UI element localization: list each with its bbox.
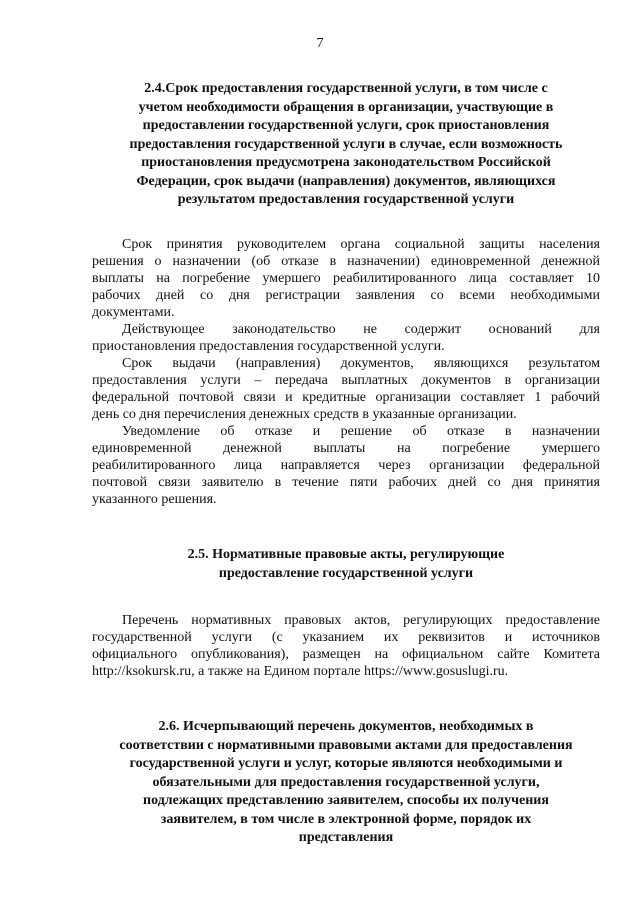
heading-line: учетом необходимости обращения в организации, участвующие в [138,99,554,115]
heading-line: предоставления государственной услуги в случае, если возможность [129,136,563,152]
section-2-4-paragraph [92,355,600,423]
paragraph-line: указанного решения. [92,492,217,507]
paragraph-line: Срок принятия руководителем органа социальной защиты населения [122,237,600,252]
paragraph-line: решения о назначении (об отказе в назначении) единовременной денежной [92,254,600,269]
paragraph-line: рабочих дней со дня регистрации заявления со всеми необходимыми [92,288,600,303]
paragraph-line: http://ksokursk.ru, а также на Едином портале https://www.gosuslugi.ru. [92,664,509,679]
heading-line: предоставлении государственной услуги, срок приостановления [142,118,550,133]
heading-line: 2.4.Срок предоставления государственной услуги, в том числе с [144,81,548,96]
paragraph-line: выплаты на погребение умершего реабилитированного лица составляет 10 [92,271,600,286]
paragraph-line: государственной услуги (с указанием их реквизитов и источников [92,630,600,645]
paragraph-line: единовременной денежной выплаты на погребение умершего [92,441,600,456]
section-2-4-heading [92,80,600,210]
heading-line: заявителем, в том числе в электронной форме, порядок их [160,811,532,827]
heading-line: результатом предоставления государственной услуги [177,192,515,207]
paragraph-line: реабилитированного лица направляется через организации федеральной [92,458,600,473]
paragraph-line: федеральной почтовой связи и кредитные организации составляет 1 рабочий [92,390,600,405]
paragraph-line: приостановления предоставления государственной услуги. [92,339,445,354]
heading-line: 2.5. Нормативные правовые акты, регулирующие [187,547,505,562]
heading-line: соответствии с нормативными правовыми актами для предоставления [119,737,573,753]
paragraph-line: Перечень нормативных правовых актов, регулирующих предоставление [122,613,600,628]
section-2-4-paragraph [92,423,600,508]
section-2-4-paragraph [92,236,600,321]
section-2-5-paragraph [92,612,600,680]
heading-line: 2.6. Исчерпывающий перечень документов, необходимых в [158,719,534,734]
page-number: 7 [316,36,324,51]
heading-line: обязательными для предоставления государственной услуги, [152,774,540,790]
heading-line: приостановления предусмотрена законодательством Российской [141,155,551,170]
paragraph-line: почтовой связи заявителю в течение пяти рабочих дней со дня принятия [92,475,600,490]
paragraph-line: Уведомление об отказе и решение об отказе в назначении [122,424,600,439]
paragraph-line: Действующее законодательство не содержит оснований для [122,322,600,337]
section-2-5-heading [92,546,600,583]
heading-line: представления [298,830,394,845]
paragraph-line: документами. [92,305,175,320]
paragraph-line: Срок выдачи (направления) документов, являющихся результатом [122,356,600,371]
heading-line: государственной услуги и услуг, которые являются необходимыми и [129,756,563,771]
heading-line: предоставление государственной услуги [218,565,474,581]
paragraph-line: официального опубликования), размещен на официальном сайте Комитета [92,647,600,662]
heading-line: подлежащих представлению заявителем, способы их получения [143,793,549,808]
paragraph-line: предоставления услуги – передача выплатных документов в организации [92,373,600,388]
heading-line: Федерации, срок выдачи (направления) документов, являющихся [136,173,556,189]
paragraph-line: день со дня перечисления денежных средств в указанные организации. [92,407,517,422]
section-2-4-paragraph [92,321,600,355]
section-2-6-heading [92,718,600,848]
